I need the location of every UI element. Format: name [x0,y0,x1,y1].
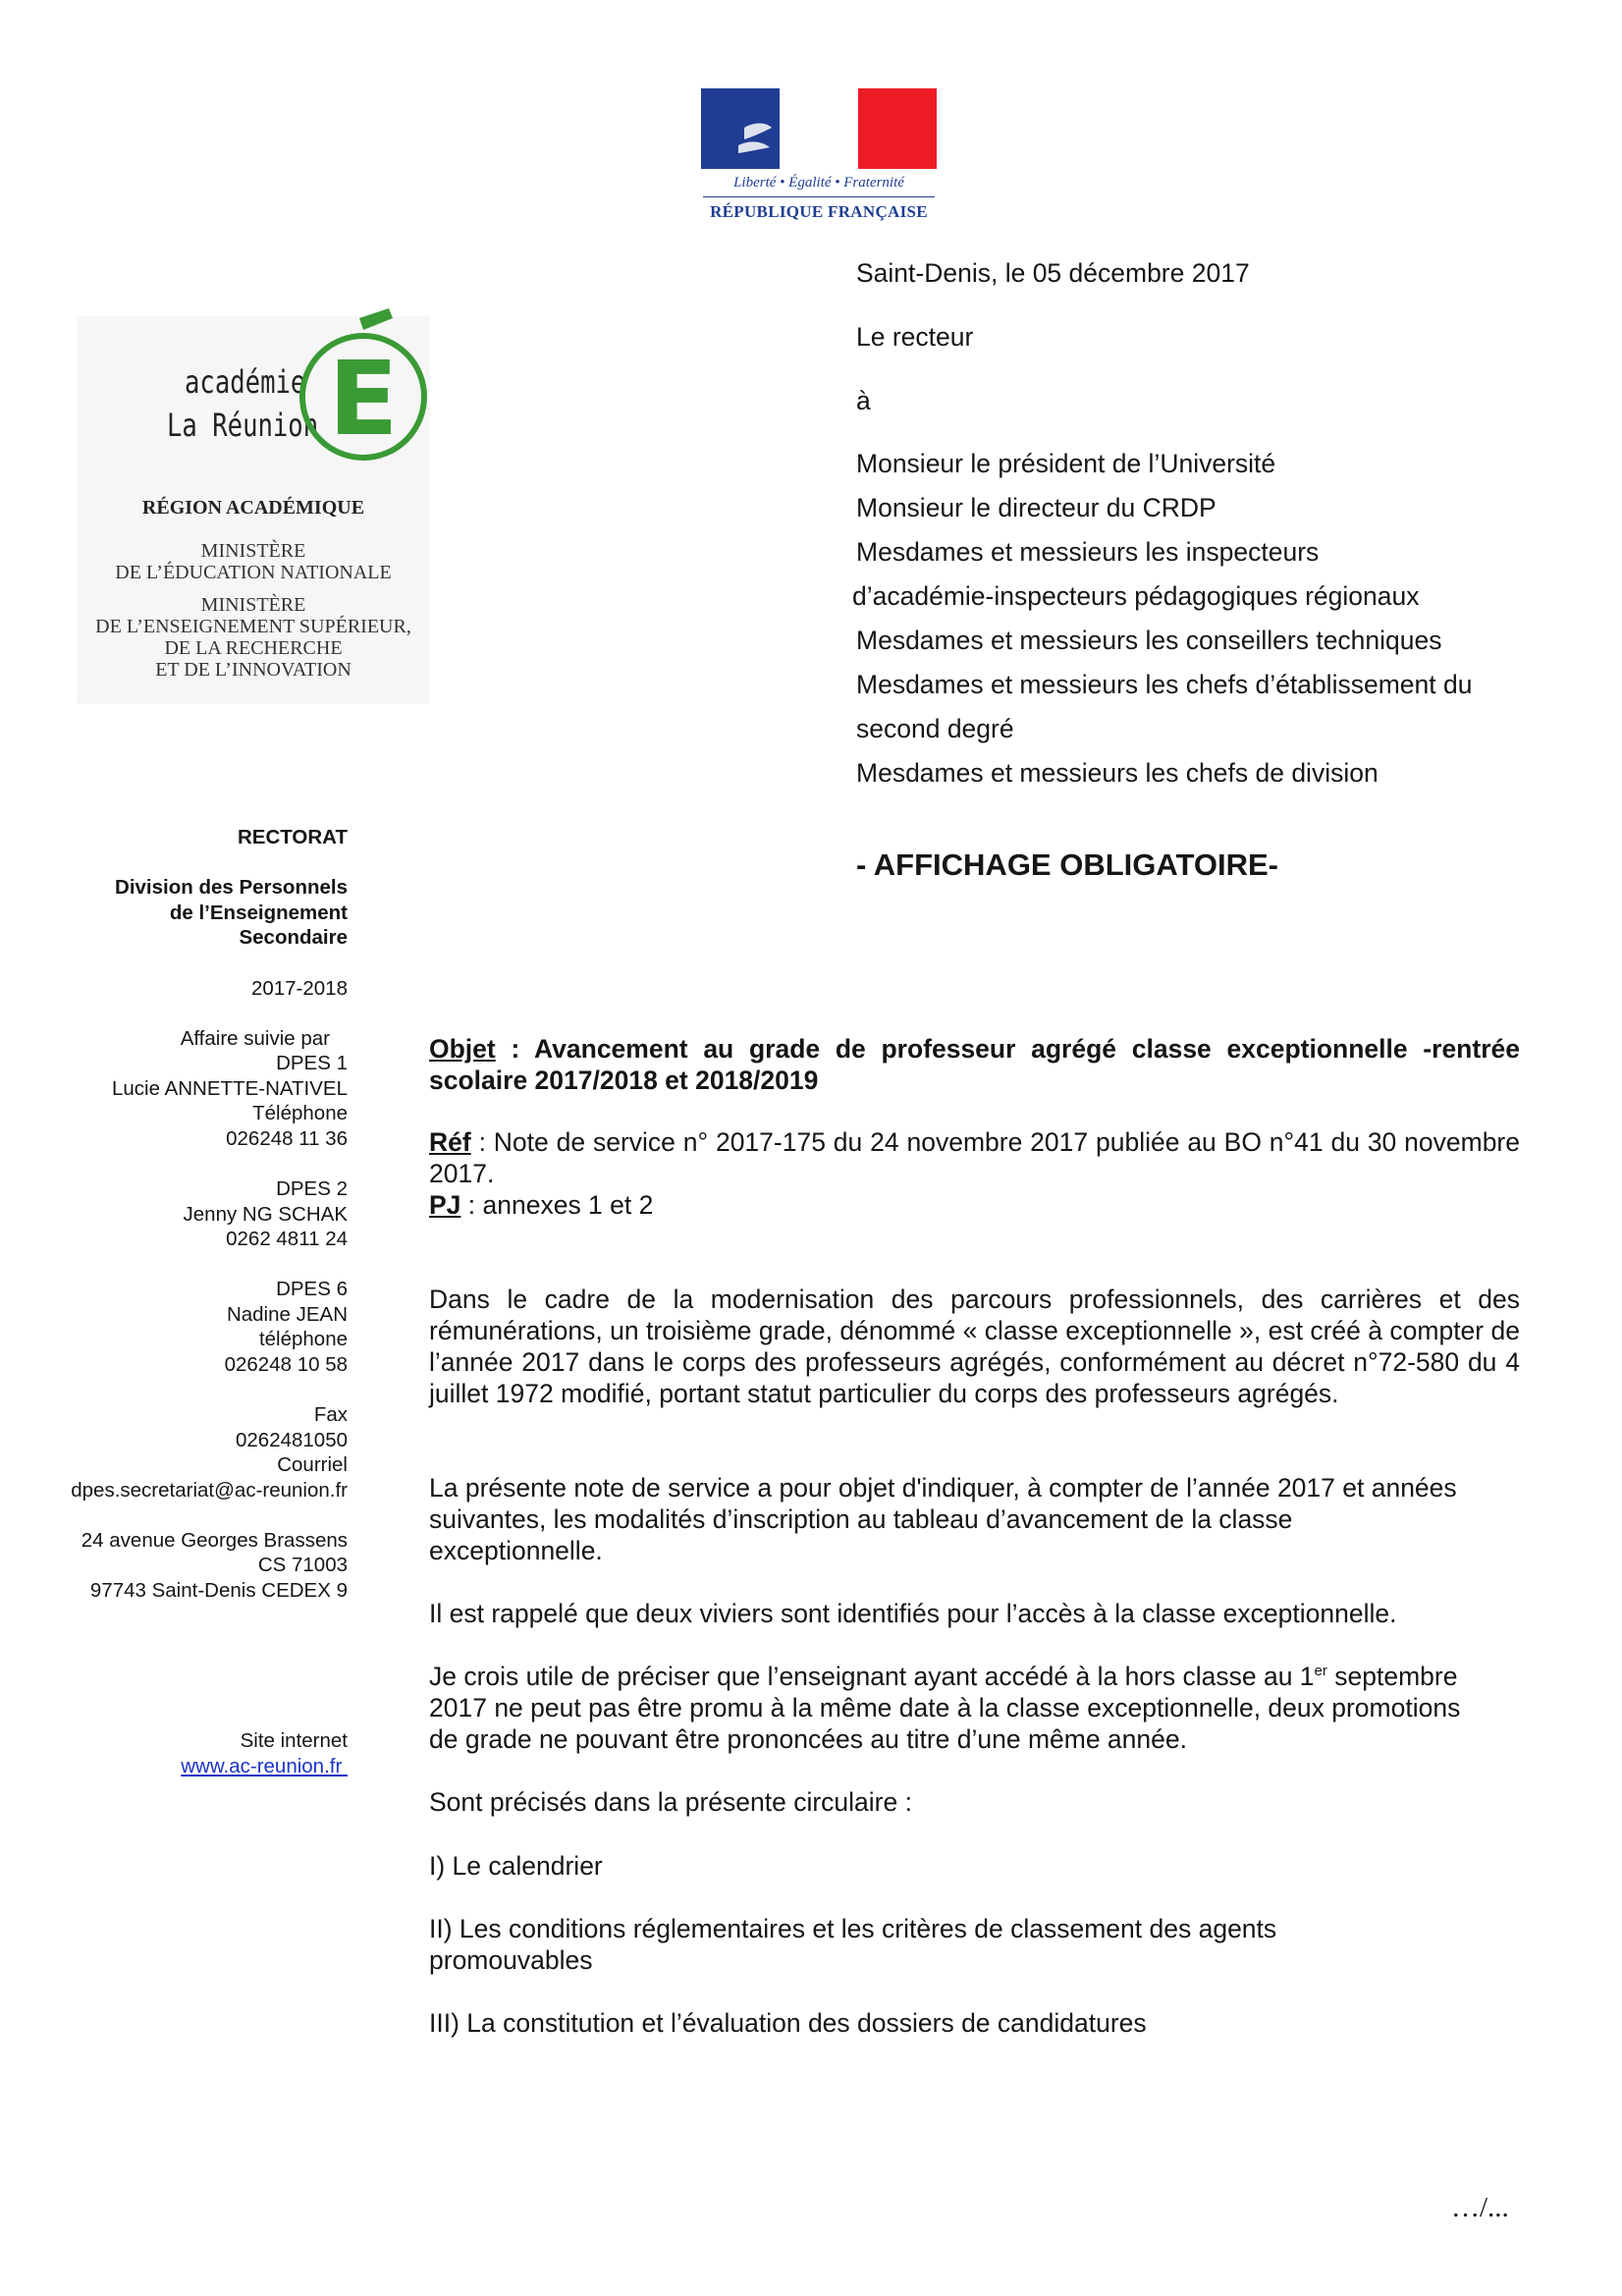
region-academique: RÉGION ACADÉMIQUE [141,497,365,519]
contact-unit: DPES 2 [276,1177,348,1200]
address-line: 24 avenue Georges Brassens [81,1529,348,1552]
paragraph-purpose-line: suivantes, les modalités d’inscription au tableau d’avancement de la classe [429,1504,1293,1534]
subject-paragraph [429,1033,1520,1096]
contact-name: Nadine JEAN [226,1303,348,1326]
section-item: III) La constitution et l’évaluation des dossiers de candidatures [429,2008,1147,2038]
address-line: 97743 Saint-Denis CEDEX 9 [89,1579,348,1602]
sender: Le recteur [856,322,974,352]
contact-unit: DPES 1 [276,1052,348,1074]
section-item: promouvables [429,1945,593,1975]
paragraph-viviers: Il est rappelé que deux viviers sont identifiés pour l’accès à la classe exceptionnelle. [429,1599,1397,1628]
attachments-label: PJ [429,1190,461,1220]
division-line: Division des Personnels [115,876,348,899]
academie-name-line1: académie [185,363,306,401]
recipient-line: second degré [856,714,1014,743]
logo-divider [703,196,935,197]
contact-name: Jenny NG SCHAK [183,1203,348,1226]
email-address[interactable]: dpes.secretariat@ac-reunion.fr [71,1479,348,1502]
reference-label: Réf [429,1127,471,1157]
attachments-line [429,1189,1520,1221]
contact-phone: 0262 4811 24 [226,1228,348,1250]
ministry-line: MINISTÈRE [200,540,306,562]
academie-name-line2: La Réunion [167,407,319,444]
contact-phone: 026248 10 58 [224,1353,348,1376]
site-url[interactable]: www.ac-reunion.fr [181,1755,348,1777]
svg-text:E: E [328,339,399,459]
ministry-line: DE L’ÉDUCATION NATIONALE [115,562,392,583]
school-year: 2017-2018 [250,977,348,1000]
contact-phone-label: Téléphone [252,1102,348,1124]
ministry-line: DE LA RECHERCHE [164,637,343,659]
address-line: CS 71003 [257,1554,348,1576]
paragraph-hors-classe-line [429,1661,1520,1692]
continued-marker: …/... [1451,2192,1509,2223]
recipient-line: Monsieur le directeur du CRDP [856,493,1216,522]
academie-reunion-logo [77,316,430,704]
recipient-line: d’académie-inspecteurs pédagogiques régionaux [852,581,1420,611]
circular-intro: Sont précisés dans la présente circulaire : [429,1787,912,1817]
hors-classe-text-end: septembre [1326,1662,1458,1691]
contact-unit: DPES 6 [276,1278,348,1300]
site-label: Site internet [240,1729,348,1752]
mandatory-notice: - AFFICHAGE OBLIGATOIRE- [856,847,1278,882]
rectorat-label: RECTORAT [238,826,348,848]
subject-text: Avancement au grade de professeur agrégé classe exceptionnelle -rentrée scolaire 2017/2018 et 2018/2019 [429,1034,1520,1095]
recipient-line: Mesdames et messieurs les chefs de division [856,758,1379,788]
reference-text: : Note de service n° 2017-175 du 24 novembre 2017 publiée au BO n°41 du 30 novembre 2017. [429,1127,1520,1188]
recipient-line: Mesdames et messieurs les chefs d’établissement du [856,670,1473,699]
fax-number: 0262481050 [235,1429,348,1451]
marianne-flag [701,88,937,169]
contact-phone: 026248 11 36 [226,1127,348,1150]
date-line: Saint-Denis, le 05 décembre 2017 [856,258,1250,288]
paragraph-hors-classe-line: de grade ne pouvant être prononcées au titre d’une même année. [429,1724,1187,1754]
section-item: I) Le calendrier [429,1851,603,1881]
ministry-line: MINISTÈRE [200,594,306,616]
republic-name: RÉPUBLIQUE FRANÇAISE [710,202,928,221]
subject-label: Objet [429,1034,496,1064]
ordinal-sup: er [1314,1663,1327,1680]
followed-by-label: Affaire suivie par [180,1027,330,1050]
division-line: de l’Enseignement [169,902,348,924]
paragraph-context: Dans le cadre de la modernisation des parcours professionnels, des carrières et des rémunérations, un troisième grade, dénommé « classe exceptionnelle », est créé à compter de l’année 2017 dans le corps des professeurs agrégés, conformément au décret n°72-580 du 4 juillet 1972 modifié, portant statut particulier du corps des professeurs agrégés. [429,1285,1520,1408]
contact-phone-label: téléphone [258,1328,348,1350]
reference-paragraph [429,1126,1520,1189]
paragraph-purpose-line: La présente note de service a pour objet d'indiquer, à compter de l’année 2017 et années [429,1473,1457,1503]
ministry-line: ET DE L’INNOVATION [155,659,351,681]
division-line: Secondaire [239,926,348,949]
republic-motto: Liberté • Égalité • Fraternité [733,175,904,191]
ministry-line: DE L’ENSEIGNEMENT SUPÉRIEUR, [95,616,411,637]
paragraph-hors-classe-line: 2017 ne peut pas être promu à la même date à la classe exceptionnelle, deux promotions [429,1693,1461,1722]
hors-classe-text: Je crois utile de préciser que l’enseignant ayant accédé à la hors classe au 1 [429,1662,1315,1691]
recipient-line: Mesdames et messieurs les conseillers techniques [856,626,1442,655]
paragraph-purpose-line: exceptionnelle. [429,1536,603,1565]
attachments-text: : annexes 1 et 2 [460,1190,654,1220]
section-item: II) Les conditions réglementaires et les critères de classement des agents [429,1914,1277,1943]
contact-name: Lucie ANNETTE-NATIVEL [112,1077,348,1100]
recipient-line: Mesdames et messieurs les inspecteurs [856,537,1320,567]
subject-separator: : [495,1034,534,1064]
to-label: à [856,386,871,415]
recipient-line: Monsieur le président de l’Université [856,449,1276,478]
mail-label: Courriel [277,1453,348,1476]
fax-label: Fax [313,1403,348,1426]
site-link[interactable] [181,1755,348,1778]
academie-e-emblem [295,308,432,465]
republique-francaise-logo [701,88,937,231]
